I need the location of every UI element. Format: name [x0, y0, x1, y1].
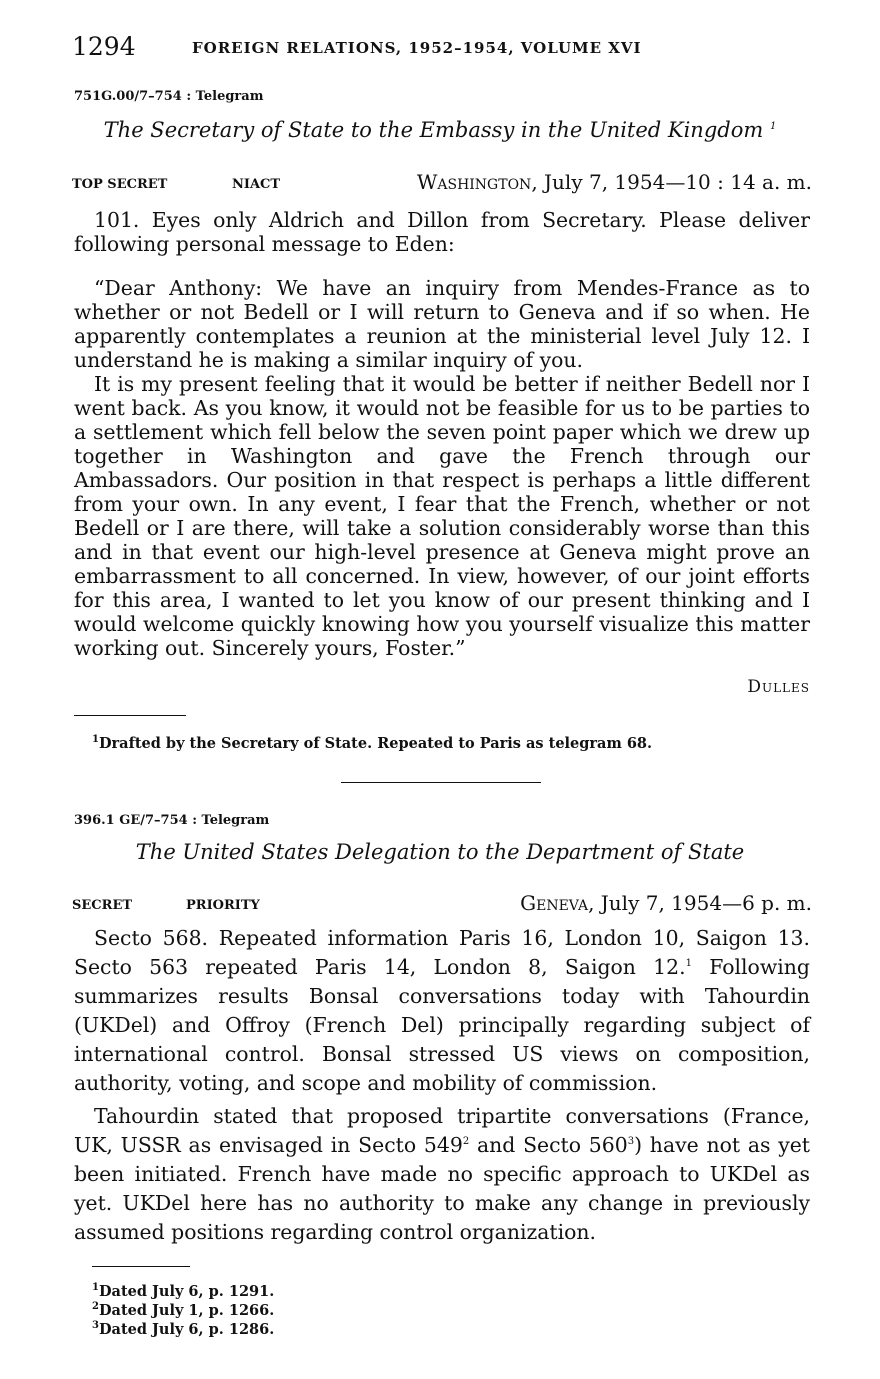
doc2-dateline-place: Geneva — [520, 891, 589, 915]
doc2-footnote-3 — [92, 1321, 274, 1338]
doc1-title-footnote-ref: 1 — [769, 121, 777, 132]
doc1-signature: Dulles — [747, 677, 810, 697]
doc2-paragraph-2-footnote-ref-2: 2 — [462, 1136, 470, 1148]
doc2-footnote-1-mark: 1 — [92, 1282, 99, 1294]
doc2-footnote-rule — [92, 1266, 190, 1267]
doc1-dateline-rest: , July 7, 1954—10 : 14 a. m. — [531, 170, 812, 194]
doc1-title-text: The Secretary of State to the Embassy in the United Kingdom — [103, 118, 764, 142]
doc2-file-ref: 396.1 GE/7–754 : Telegram — [74, 813, 270, 828]
doc1-paragraph-1: 101. Eyes only Aldrich and Dillon from Secretary. Please deliver following personal message to Eden: — [74, 208, 810, 256]
doc2-paragraph-1 — [74, 924, 810, 1098]
doc2-paragraph-2-part-a: Tahourdin stated that proposed tripartite conversations (France, UK, USSR as envisaged in Secto 549 — [74, 1104, 810, 1157]
doc2-paragraph-2-part-b: and Secto 560 — [469, 1133, 628, 1157]
doc2-footnote-3-text: Dated July 6, p. 1286. — [98, 1321, 275, 1338]
doc1-paragraph-2: “Dear Anthony: We have an inquiry from Mendes-France as to whether or not Bedell or I will return to Geneva and if so when. He apparently contemplates a reunion at the ministerial level July 12. I understand he is making a similar inquiry of you. — [74, 276, 810, 372]
doc1-footnote-mark: 1 — [92, 734, 99, 746]
doc2-footnote-3-mark: 3 — [92, 1320, 99, 1332]
running-head: FOREIGN RELATIONS, 1952–1954, VOLUME XVI — [192, 39, 642, 57]
doc2-footnote-2-text: Dated July 1, p. 1266. — [98, 1302, 275, 1319]
doc2-dateline — [520, 891, 812, 915]
page-header — [72, 30, 812, 70]
doc1-file-ref: 751G.00/7–754 : Telegram — [74, 89, 264, 104]
doc1-footnote-text: Drafted by the Secretary of State. Repeated to Paris as telegram 68. — [98, 735, 653, 752]
doc1-footnote-rule — [74, 715, 186, 716]
doc2-footnote-1-text: Dated July 6, p. 1291. — [98, 1283, 275, 1300]
doc1-classification: TOP SECRET — [72, 177, 168, 192]
doc1-paragraph-3: It is my present feeling that it would be better if neither Bedell nor I went back. As you know, it would not be feasible for us to be parties to a settlement which fell below the seven point paper which we drew up together in Washington and gave the French through our Ambassadors. Our position in that respect is perhaps a little different from your own. In any event, I fear that the French, whether or not Bedell or I are there, will take a solution considerably worse than this and in that event our high-level presence at Geneva might prove an embarrassment to all concerned. In view, however, of our joint efforts for this area, I wanted to let you know of our present thinking and I would welcome quickly knowing how you yourself visualize this matter working out. Sincerely yours, Foster.” — [74, 372, 810, 660]
doc2-paragraph-2-part-c: ) have not as yet been initiated. French have made no specific approach to UKDel as yet. UKDel here has no authority to make any change in previously assumed positions regarding control organization. — [74, 1133, 811, 1244]
doc2-title: The United States Delegation to the Department of State — [135, 840, 745, 864]
doc2-paragraph-2 — [74, 1102, 810, 1247]
doc1-dateline — [417, 170, 812, 194]
document-separator — [341, 782, 541, 783]
doc2-classification-row — [72, 891, 812, 921]
doc2-dateline-rest: , July 7, 1954—6 p. m. — [588, 891, 812, 915]
doc2-footnote-1 — [92, 1283, 274, 1300]
doc1-footnote — [92, 735, 652, 752]
doc2-paragraph-1-part-b: Following summarizes results Bonsal conversations today with Tahourdin (UKDel) and Offroy (French Del) principally regarding subject of international control. Bonsal stressed US views on composition, authority, voting, and scope and mobility of commission. — [74, 955, 810, 1095]
page-number: 1294 — [72, 32, 136, 61]
doc1-handling: NIACT — [232, 177, 281, 192]
doc2-paragraph-1-part-a: Secto 568. Repeated information Paris 16, London 10, Saigon 13. Secto 563 repeated Paris 14, London 8, Saigon 12. — [74, 926, 810, 979]
doc2-footnote-2-mark: 2 — [92, 1301, 99, 1313]
doc2-priority: PRIORITY — [186, 898, 260, 913]
doc1-title — [0, 118, 880, 142]
doc2-paragraph-2-footnote-ref-3: 3 — [627, 1136, 635, 1148]
doc1-dateline-place: Washington — [416, 170, 532, 194]
doc2-paragraph-1-footnote-ref: 1 — [685, 958, 692, 970]
doc2-footnote-2 — [92, 1302, 274, 1319]
doc1-classification-row — [72, 170, 812, 200]
doc2-classification: SECRET — [72, 898, 133, 913]
